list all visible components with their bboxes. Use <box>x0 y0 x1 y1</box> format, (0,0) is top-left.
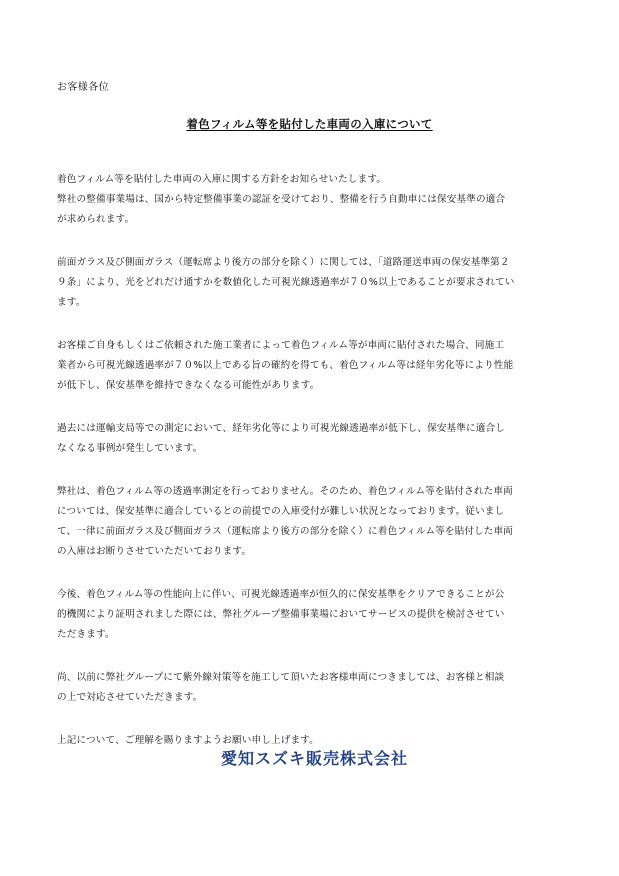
paragraph-line: の上で対応させていただきます。 <box>57 692 203 703</box>
document-body <box>57 170 565 774</box>
paragraph-line: 弊社の整備事業場は、国から特定整備事業の認証を受けており、整備を行う自動車には保安基準の適合 <box>57 194 506 205</box>
paragraph-line: 過去には運輸支局等での測定において、経年劣化等により可視光線透過率が低下し、保安基準に適合し <box>57 423 506 434</box>
paragraph-line: なくなる事例が発生しています。 <box>57 443 203 454</box>
paragraph-line: 今後、着色フィルム等の性能向上に伴い、可視光線透過率が恒久的に保安基準をクリアできることが公 <box>57 589 505 600</box>
paragraph-line: ただきます。 <box>57 629 115 640</box>
paragraph-line: ます。 <box>57 297 86 308</box>
paragraph-line: については、保安基準に適合しているとの前提での入庫受付が難しい状況となっております。従いまし <box>57 506 505 517</box>
paragraph-line: お客様ご自身もしくはご依頼された施工業者によって着色フィルム等が車両に貼付された場合、同施工 <box>57 340 505 351</box>
paragraph-line: 尚、以前に弊社グループにて紫外線対策等を施工して頂いたお客様車両につきましては、お客様と相談 <box>57 672 505 683</box>
paragraph-line: ９条」により、光をどれだけ通すかを数値化した可視光線透過率が７０%以上であることが要求されてい <box>57 277 515 288</box>
paragraph-line: 着色フィルム等を貼付した車両の入庫に関する方針をお知らせいたします。 <box>57 174 387 185</box>
paragraph-entry-refusal <box>57 482 565 562</box>
company-signature: 愛知スズキ販売株式会社 <box>220 749 408 768</box>
paragraph-transmittance-rule <box>57 253 565 313</box>
paragraph-line: が求められます。 <box>57 214 135 225</box>
paragraph-line: 上記について、ご理解を賜りますようお願い申し上げます。 <box>57 735 319 746</box>
paragraph-line: 弊社は、着色フィルム等の透過率測定を行っておりません。そのため、着色フィルム等を貼付された車両 <box>57 486 513 497</box>
paragraph-line: 前面ガラス及び側面ガラス（運転席より後方の部分を除く）に関しては、「道路運送車両の保安基準第２ <box>57 257 510 268</box>
document-title: 着色フィルム等を貼付した車両の入庫について <box>186 117 433 131</box>
paragraph-line: の入庫はお断りさせていただいております。 <box>57 546 252 557</box>
paragraph-degradation-risk <box>57 336 565 396</box>
paragraph-line: 的機関により証明されました際には、弊社グループ整備事業場においてサービスの提供を検討させてい <box>57 609 505 620</box>
paragraph-future-review <box>57 585 565 645</box>
paragraph-line: が低下し、保安基準を維持できなくなる可能性があります。 <box>57 380 320 391</box>
paragraph-past-cases <box>57 419 565 459</box>
salutation: お客様各位 <box>57 82 109 93</box>
paragraph-line: て、一律に前面ガラス及び側面ガラス（運転席より後方の部分を除く）に着色フィルム等を貼付した車両 <box>57 526 514 537</box>
paragraph-policy-intro <box>57 170 565 230</box>
paragraph-line: 業者から可視光線透過率が７０%以上である旨の確約を得ても、着色フィルム等は経年劣化等により性能 <box>57 360 514 371</box>
paragraph-existing-customers <box>57 668 565 708</box>
